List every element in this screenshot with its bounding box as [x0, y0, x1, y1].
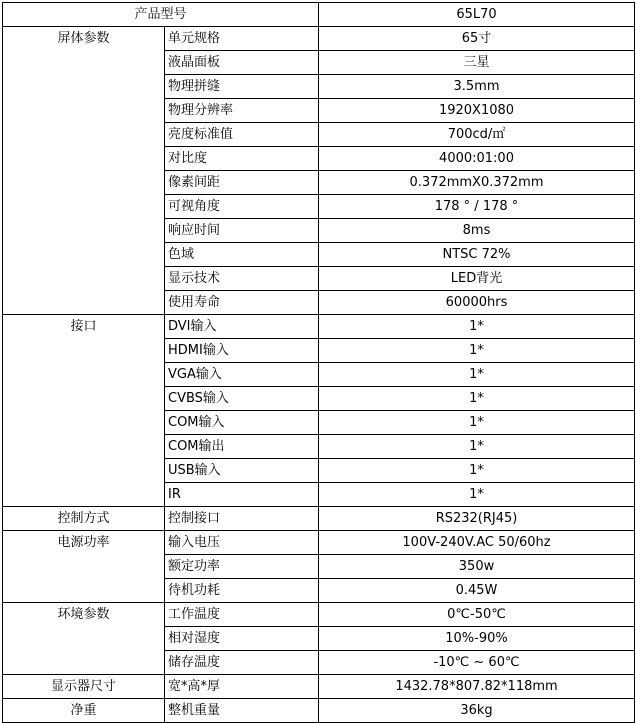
spec-label: 储存温度 — [165, 651, 319, 675]
spec-label: 可视角度 — [165, 195, 319, 219]
header-row — [3, 3, 635, 27]
spec-value: 0℃-50℃ — [319, 603, 635, 627]
spec-table-body — [3, 3, 635, 723]
spec-label: 单元规格 — [165, 27, 319, 51]
spec-label: IR — [165, 483, 319, 507]
spec-value: 三星 — [319, 51, 635, 75]
spec-label: USB输入 — [165, 459, 319, 483]
spec-label: COM输入 — [165, 411, 319, 435]
spec-value: 1* — [319, 435, 635, 459]
spec-label: 宽*高*厚 — [165, 675, 319, 699]
spec-value: 10%-90% — [319, 627, 635, 651]
spec-row — [3, 315, 635, 339]
spec-value: 178 ° / 178 ° — [319, 195, 635, 219]
spec-value: 350w — [319, 555, 635, 579]
spec-row — [3, 531, 635, 555]
spec-value: 1* — [319, 339, 635, 363]
spec-label: 色域 — [165, 243, 319, 267]
spec-value: 0.45W — [319, 579, 635, 603]
spec-value: -10℃ ~ 60℃ — [319, 651, 635, 675]
spec-label: 使用寿命 — [165, 291, 319, 315]
spec-value: 1* — [319, 459, 635, 483]
spec-row — [3, 27, 635, 51]
spec-label: 响应时间 — [165, 219, 319, 243]
spec-value: RS232(RJ45) — [319, 507, 635, 531]
spec-value: 65寸 — [319, 27, 635, 51]
spec-value: 36kg — [319, 699, 635, 723]
model-label: 产品型号 — [3, 3, 319, 27]
spec-label: 整机重量 — [165, 699, 319, 723]
spec-value: LED背光 — [319, 267, 635, 291]
spec-value: 1* — [319, 387, 635, 411]
spec-label: 亮度标准值 — [165, 123, 319, 147]
spec-label: 控制接口 — [165, 507, 319, 531]
group-name: 显示器尺寸 — [3, 675, 165, 699]
spec-value: 1* — [319, 315, 635, 339]
spec-label: 工作温度 — [165, 603, 319, 627]
spec-label: 物理拼缝 — [165, 75, 319, 99]
spec-label: 液晶面板 — [165, 51, 319, 75]
spec-value: 1* — [319, 363, 635, 387]
spec-label: COM输出 — [165, 435, 319, 459]
group-name: 接口 — [3, 315, 165, 507]
group-name: 屏体参数 — [3, 27, 165, 315]
spec-value: 8ms — [319, 219, 635, 243]
group-name: 电源功率 — [3, 531, 165, 603]
group-name: 环境参数 — [3, 603, 165, 675]
spec-row — [3, 603, 635, 627]
spec-value: NTSC 72% — [319, 243, 635, 267]
spec-label: 额定功率 — [165, 555, 319, 579]
spec-row — [3, 675, 635, 699]
spec-label: 相对湿度 — [165, 627, 319, 651]
spec-value: 1* — [319, 483, 635, 507]
group-name: 净重 — [3, 699, 165, 723]
spec-value: 0.372mmX0.372mm — [319, 171, 635, 195]
spec-value: 3.5mm — [319, 75, 635, 99]
group-name: 控制方式 — [3, 507, 165, 531]
spec-value: 100V-240V.AC 50/60hz — [319, 531, 635, 555]
spec-value: 700cd/㎡ — [319, 123, 635, 147]
spec-value: 60000hrs — [319, 291, 635, 315]
spec-value: 1432.78*807.82*118mm — [319, 675, 635, 699]
spec-label: CVBS输入 — [165, 387, 319, 411]
spec-label: 对比度 — [165, 147, 319, 171]
spec-label: DVI输入 — [165, 315, 319, 339]
spec-row — [3, 507, 635, 531]
spec-table — [2, 2, 635, 723]
spec-label: 输入电压 — [165, 531, 319, 555]
spec-value: 4000:01:00 — [319, 147, 635, 171]
spec-label: HDMI输入 — [165, 339, 319, 363]
spec-value: 1* — [319, 411, 635, 435]
spec-label: 像素间距 — [165, 171, 319, 195]
spec-row — [3, 699, 635, 723]
spec-value: 1920X1080 — [319, 99, 635, 123]
spec-label: 待机功耗 — [165, 579, 319, 603]
spec-label: 物理分辨率 — [165, 99, 319, 123]
spec-label: VGA输入 — [165, 363, 319, 387]
spec-label: 显示技术 — [165, 267, 319, 291]
model-value: 65L70 — [319, 3, 635, 27]
